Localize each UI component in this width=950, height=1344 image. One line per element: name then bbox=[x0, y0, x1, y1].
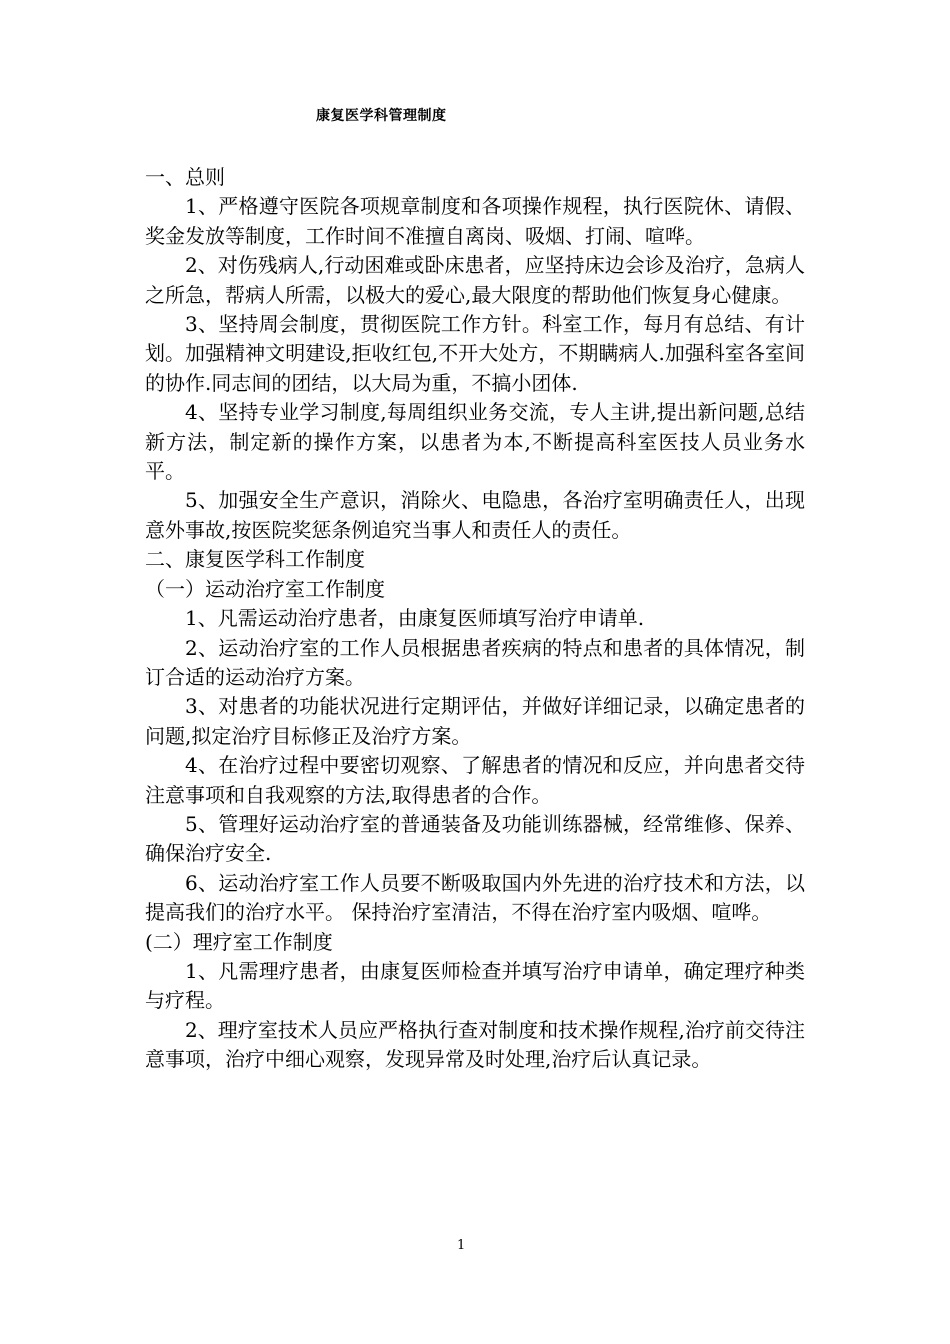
paragraph: 6、运动治疗室工作人员要不断吸取国内外先进的治疗技术和方法，以提高我们的治疗水平。 保持治疗室清洁，不得在治疗室内吸烟、喧哗。 bbox=[145, 870, 805, 925]
document-title: 康复医学科管理制度 bbox=[316, 108, 447, 124]
subsection-heading-exercise-therapy: （一）运动治疗室工作制度 bbox=[145, 576, 385, 601]
paragraph: 2、运动治疗室的工作人员根据患者疾病的特点和患者的具体情况，制订合适的运动治疗方案。 bbox=[145, 635, 805, 689]
paragraph: 2、对伤残病人,行动困难或卧床患者，应坚持床边会诊及治疗，急病人之所急，帮病人所需，以极大的爱心,最大限度的帮助他们恢复身心健康。 bbox=[145, 253, 805, 307]
paragraph: 1、严格遵守医院各项规章制度和各项操作规程，执行医院休、请假、奖金发放等制度，工作时间不准擅自离岗、吸烟、打闹、喧哗。 bbox=[145, 194, 805, 248]
subsection-heading-physiotherapy: (二）理疗室工作制度 bbox=[145, 929, 333, 954]
paragraph: 4、坚持专业学习制度,每周组织业务交流，专人主讲,提出新问题,总结新方法，制定新的操作方案，以患者为本,不断提高科室医技人员业务水平。 bbox=[145, 400, 805, 484]
paragraph: 3、对患者的功能状况进行定期评估，并做好详细记录，以确定患者的问题,拟定治疗目标修正及治疗方案。 bbox=[145, 694, 805, 748]
paragraph: 5、加强安全生产意识，消除火、电隐患，各治疗室明确责任人，出现意外事故,按医院奖惩条例追究当事人和责任人的责任。 bbox=[145, 488, 805, 542]
section-heading-work-rules: 二、康复医学科工作制度 bbox=[145, 547, 365, 572]
paragraph: 3、坚持周会制度，贯彻医院工作方针。科室工作，每月有总结、有计划。加强精神文明建设,拒收红包,不开大处方，不期瞒病人.加强科室各室间的协作.同志间的团结，以大局为重，不搞小团体. bbox=[145, 312, 805, 395]
document-body bbox=[145, 163, 805, 1075]
section-heading-general: 一、总则 bbox=[145, 165, 225, 189]
paragraph: 4、在治疗过程中要密切观察、了解患者的情况和反应，并向患者交待注意事项和自我观察的方法,取得患者的合作。 bbox=[145, 753, 805, 807]
page-number: 1 bbox=[457, 1238, 466, 1253]
paragraph: 5、管理好运动治疗室的普通装备及功能训练器械，经常维修、保养、确保治疗安全. bbox=[145, 811, 805, 866]
paragraph: 1、凡需运动治疗患者，由康复医师填写治疗申请单. bbox=[185, 606, 645, 631]
paragraph: 2、理疗室技术人员应严格执行查对制度和技术操作规程,治疗前交待注意事项，治疗中细心观察，发现异常及时处理,治疗后认真记录。 bbox=[145, 1017, 805, 1072]
paragraph: 1、凡需理疗患者，由康复医师检查并填写治疗申请单，确定理疗种类与疗程。 bbox=[145, 958, 805, 1013]
